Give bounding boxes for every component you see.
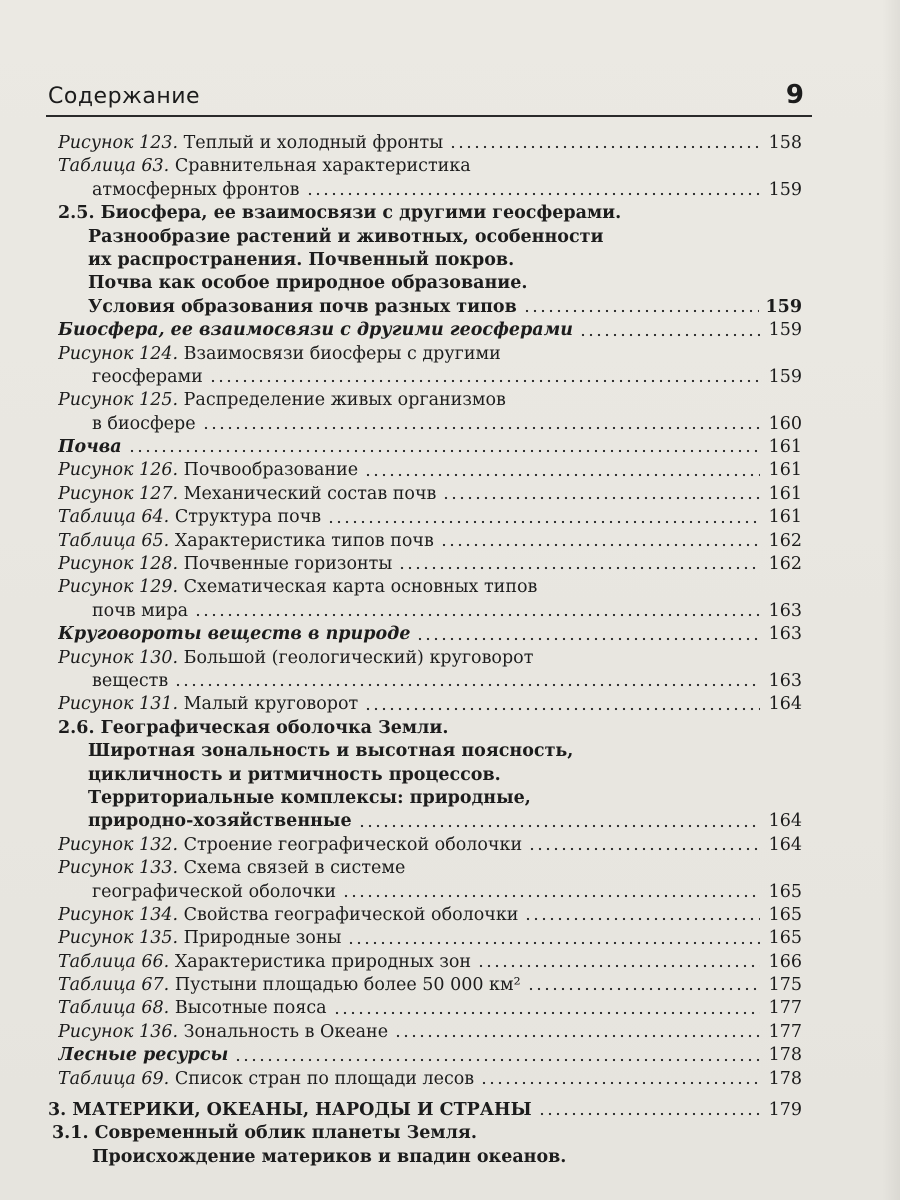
entry-page: 163 [768,624,802,645]
entry-text: Свойства географической оболочки [178,904,519,925]
entry-prefix: Рисунок 130. [58,647,179,668]
toc-chapter-heading[interactable] [0,1099,900,1122]
toc-entry[interactable] [0,343,900,366]
entry-page: 165 [768,928,802,949]
entry-text: цикличность и ритмичность процессов. [88,764,501,785]
page-edge-shadow [882,0,900,1200]
entry-text: Природные зоны [178,928,342,949]
entry-page: 165 [768,904,802,925]
table-of-contents [0,132,900,1169]
entry-prefix: Таблица 65. [58,530,170,551]
dot-leader [538,1112,760,1116]
entry-prefix: Таблица 67. [58,975,170,996]
toc-entry[interactable] [0,927,900,950]
toc-entry[interactable] [0,179,900,202]
toc-subsection[interactable] [0,1044,900,1067]
entry-prefix: Рисунок 133. [58,858,179,879]
entry-text: географической оболочки [92,881,337,902]
entry-text: Механический состав почв [178,483,437,504]
entry-text: Почвообразование [178,460,359,481]
entry-text: Структура почв [169,507,322,528]
toc-entry[interactable] [0,647,900,670]
toc-section-heading[interactable] [0,764,900,787]
entry-prefix: Рисунок 132. [58,834,179,855]
toc-entry[interactable] [0,389,900,412]
entry-prefix: Таблица 64. [58,507,170,528]
entry-text: Теплый и холодный фронты [178,133,444,153]
entry-page: 178 [768,1068,802,1089]
entry-prefix: Таблица 63. [58,156,170,177]
entry-text: Условия образования почв разных типов [88,296,517,317]
dot-leader [342,894,760,898]
entry-page: 161 [768,460,802,481]
dot-leader [524,917,760,921]
toc-entry[interactable] [0,857,900,880]
toc-section-heading[interactable] [0,272,900,295]
toc-section-heading[interactable] [0,249,900,272]
entry-text: 3.1. Современный облик планеты Земля. [52,1123,477,1144]
toc-entry[interactable] [0,506,900,529]
header-rule [46,115,812,117]
entry-page: 161 [768,507,802,528]
entry-page: 160 [768,413,802,434]
entry-page: 161 [768,483,802,504]
entry-text: Высотные пояса [169,998,327,1019]
dot-leader [398,566,760,570]
toc-entry[interactable] [0,459,900,482]
entry-text: геосферами [92,366,203,387]
entry-page: 164 [768,834,802,855]
entry-prefix: Рисунок 127. [58,483,179,504]
entry-prefix: Рисунок 124. [58,343,179,364]
entry-text: Почвенные горизонты [178,554,393,575]
entry-page: 179 [768,1100,802,1121]
toc-entry[interactable] [0,693,900,716]
page-header [48,78,808,114]
dot-leader [528,847,760,851]
toc-entry[interactable] [0,834,900,857]
dot-leader [394,1034,760,1038]
entry-page: 162 [768,554,802,575]
dot-leader [440,543,760,547]
dot-leader [347,941,760,945]
dot-leader [477,964,760,968]
entry-text: Почва [58,437,122,458]
toc-entry[interactable] [0,576,900,599]
dot-leader [209,379,760,383]
entry-prefix: Рисунок 134. [58,904,179,925]
entry-prefix: Рисунок 131. [58,694,179,715]
dot-leader [527,987,760,991]
entry-page: 178 [768,1045,802,1066]
toc-entry[interactable] [0,974,900,997]
dot-leader [442,496,760,500]
entry-text: Пустыни площадью более 50 000 км² [169,975,521,996]
entry-text: почв мира [92,600,189,621]
entry-text: Территориальные комплексы: природные, [88,787,531,808]
entry-prefix: Таблица 68. [58,998,170,1019]
entry-text: природно-хозяйственные [88,811,352,832]
entry-prefix: Рисунок 135. [58,928,179,949]
toc-entry[interactable] [0,600,900,623]
dot-leader [449,145,760,149]
dot-leader [306,192,760,196]
toc-section-heading[interactable] [0,1122,900,1145]
entry-text: Характеристика типов почв [169,530,434,551]
entry-text: Взаимосвязи биосферы с другими [178,343,501,364]
toc-section-heading[interactable] [0,202,900,225]
entry-page: 161 [768,437,802,458]
entry-text: Большой (геологический) круговорот [178,647,534,668]
entry-text: веществ [92,670,169,691]
entry-text: Происхождение материков и впадин океанов. [92,1146,567,1167]
dot-leader [364,473,760,477]
entry-page: 159 [768,366,802,387]
entry-text: 2.5. Биосфера, ее взаимосвязи с другими геосферами. [58,203,622,224]
entry-page: 158 [768,133,802,153]
entry-page: 163 [768,600,802,621]
entry-text: Лесные ресурсы [58,1045,229,1066]
toc-entry[interactable] [0,132,900,155]
dot-leader [333,1011,760,1015]
toc-entry[interactable] [0,904,900,927]
entry-page: 159 [768,179,802,200]
toc-section-heading[interactable] [0,787,900,810]
toc-entry[interactable] [0,530,900,553]
toc-entry[interactable] [0,413,900,436]
entry-text: Биосфера, ее взаимосвязи с другими геосферами [58,320,573,341]
entry-text: атмосферных фронтов [92,179,300,200]
dot-leader [194,613,760,617]
toc-section-heading[interactable] [0,740,900,763]
entry-text: Схема связей в системе [178,858,406,879]
entry-text: 2.6. Географическая оболочка Земли. [58,717,449,738]
entry-prefix: Рисунок 129. [58,577,179,598]
toc-entry[interactable] [0,997,900,1020]
toc-section-heading[interactable] [0,810,900,833]
entry-text: Малый круговорот [178,694,359,715]
dot-leader [128,449,760,453]
entry-page: 166 [768,951,802,972]
dot-leader [480,1081,760,1085]
dot-leader [358,824,760,828]
entry-page: 177 [768,1021,802,1042]
toc-entry[interactable] [0,483,900,506]
entry-prefix: Рисунок 123. [58,133,179,153]
toc-entry[interactable] [0,951,900,974]
toc-entry[interactable] [0,1068,900,1091]
toc-subsection[interactable] [0,436,900,459]
dot-leader [523,309,760,313]
section-title: Содержание [48,84,201,109]
entry-text: 3. МАТЕРИКИ, ОКЕАНЫ, НАРОДЫ И СТРАНЫ [48,1100,532,1121]
entry-prefix: Таблица 66. [58,951,170,972]
toc-entry[interactable] [0,670,900,693]
entry-page: 164 [768,694,802,715]
entry-text: Характеристика природных зон [169,951,472,972]
entry-text: Распределение живых организмов [178,390,506,411]
entry-text: Круговороты веществ в природе [58,624,411,645]
page-number: 9 [785,80,804,110]
entry-page: 164 [768,811,802,832]
entry-prefix: Таблица 69. [58,1068,170,1089]
dot-leader [234,1058,760,1062]
entry-page: 159 [765,296,802,317]
dot-leader [174,683,760,687]
dot-leader [579,333,760,337]
entry-text: Список стран по площади лесов [169,1068,475,1089]
dot-leader [202,426,760,430]
entry-prefix: Рисунок 125. [58,390,179,411]
entry-page: 159 [768,320,802,341]
toc-entry[interactable] [0,553,900,576]
toc-subsection[interactable] [0,623,900,646]
entry-text: в биосфере [92,413,196,434]
entry-prefix: Рисунок 136. [58,1021,179,1042]
toc-entry[interactable] [0,366,900,389]
entry-prefix: Рисунок 128. [58,554,179,575]
dot-leader [364,707,760,711]
entry-text: Схематическая карта основных типов [178,577,538,598]
toc-section-heading[interactable] [0,296,900,319]
dot-leader [416,637,760,641]
toc-entry[interactable] [0,1021,900,1044]
entry-text: Широтная зональность и высотная поясность, [88,741,574,762]
entry-text: Зональность в Океане [178,1021,389,1042]
entry-text: Разнообразие растений и животных, особенности [88,226,604,247]
toc-subsection[interactable] [0,319,900,342]
entry-text: Почва как особое природное образование. [88,273,528,294]
entry-page: 162 [768,530,802,551]
entry-text: Сравнительная характеристика [169,156,471,177]
entry-page: 175 [768,975,802,996]
entry-page: 165 [768,881,802,902]
entry-prefix: Рисунок 126. [58,460,179,481]
entry-page: 177 [768,998,802,1019]
entry-page: 163 [768,670,802,691]
entry-text: их распространения. Почвенный покров. [88,249,515,270]
toc-entry[interactable] [0,155,900,178]
dot-leader [327,520,760,524]
entry-text: Строение географической оболочки [178,834,523,855]
toc-section-heading[interactable] [0,1146,900,1169]
toc-entry[interactable] [0,881,900,904]
toc-section-heading[interactable] [0,717,900,740]
toc-section-heading[interactable] [0,226,900,249]
